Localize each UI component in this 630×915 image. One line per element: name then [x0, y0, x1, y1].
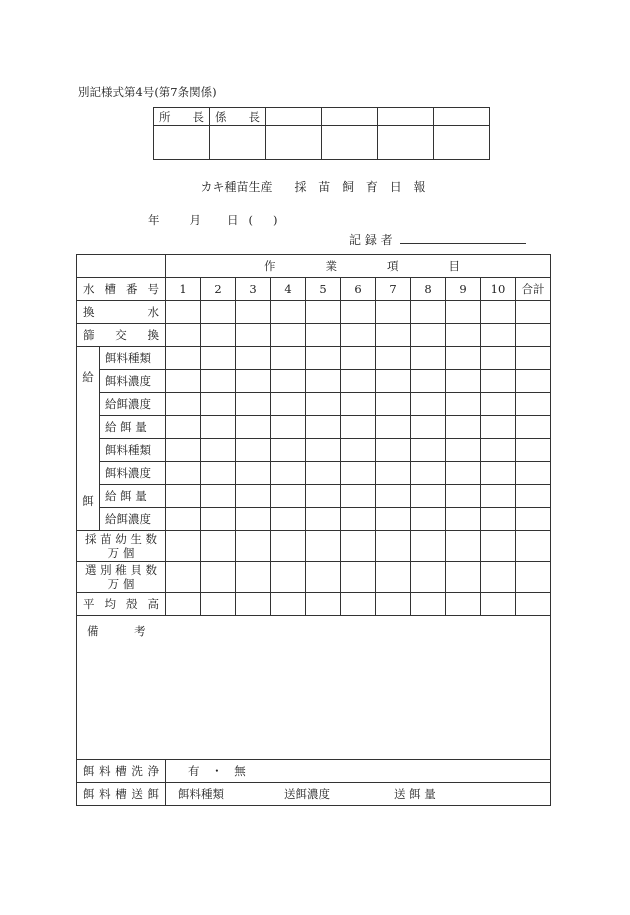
input-cell[interactable] [341, 393, 376, 416]
table-row-feed [77, 439, 551, 462]
input-cell[interactable] [516, 393, 551, 416]
row-label-tank-wash: 餌 料 槽 洗 浄 [77, 760, 166, 783]
input-cell[interactable] [236, 531, 271, 562]
table-row-avg-height [77, 593, 551, 616]
work-log-table [76, 254, 551, 806]
input-cell[interactable] [481, 347, 516, 370]
input-cell[interactable] [166, 439, 201, 462]
input-cell[interactable] [411, 508, 446, 531]
tank-number-row [77, 278, 551, 301]
input-cell[interactable] [446, 347, 481, 370]
input-cell[interactable] [516, 593, 551, 616]
input-cell[interactable] [236, 439, 271, 462]
table-row-sieve-change [77, 324, 551, 347]
header-blank-cell [77, 255, 166, 278]
input-cell[interactable] [201, 485, 236, 508]
feed-row-label: 給餌濃度 [100, 393, 166, 416]
input-cell[interactable] [306, 439, 341, 462]
input-cell[interactable] [516, 416, 551, 439]
input-cell[interactable] [341, 324, 376, 347]
date-field[interactable]: 年 月 日 ( ) [148, 213, 278, 227]
input-cell[interactable] [376, 531, 411, 562]
input-cell[interactable] [446, 439, 481, 462]
input-cell[interactable] [236, 393, 271, 416]
input-cell[interactable] [306, 393, 341, 416]
input-cell[interactable] [481, 562, 516, 593]
input-cell[interactable] [516, 531, 551, 562]
input-cell[interactable] [446, 508, 481, 531]
input-cell[interactable] [516, 439, 551, 462]
table-row-tank-wash [77, 760, 551, 783]
input-cell[interactable] [271, 508, 306, 531]
input-cell[interactable] [166, 531, 201, 562]
input-cell[interactable] [201, 416, 236, 439]
input-cell[interactable] [411, 301, 446, 324]
input-cell[interactable] [446, 393, 481, 416]
table-row-feed [77, 347, 551, 370]
form-number-label: 別記様式第4号(第7条関係) [78, 85, 217, 99]
input-cell[interactable] [446, 531, 481, 562]
row-label-tank-feed: 餌 料 槽 送 餌 [77, 783, 166, 806]
approval-stamp-cell[interactable] [322, 126, 378, 160]
input-cell[interactable] [201, 393, 236, 416]
input-cell[interactable] [201, 531, 236, 562]
input-cell[interactable] [376, 462, 411, 485]
input-cell[interactable] [376, 347, 411, 370]
input-cell[interactable] [341, 508, 376, 531]
tank-feed-amount-label: 送 餌 量 [394, 787, 436, 801]
table-row-selected-count [77, 562, 551, 593]
input-cell[interactable] [236, 324, 271, 347]
input-cell[interactable] [411, 370, 446, 393]
input-cell[interactable] [236, 370, 271, 393]
feed-row-label: 給餌濃度 [100, 508, 166, 531]
input-cell[interactable] [271, 301, 306, 324]
input-cell[interactable] [446, 485, 481, 508]
input-cell[interactable] [306, 593, 341, 616]
input-cell[interactable] [166, 562, 201, 593]
table-row-remarks [77, 616, 551, 760]
row-label-sieve-change: 篩 交 換 [77, 324, 166, 347]
input-cell[interactable] [341, 562, 376, 593]
approval-stamp-table [153, 107, 490, 160]
input-cell[interactable] [166, 416, 201, 439]
input-cell[interactable] [481, 416, 516, 439]
input-cell[interactable] [306, 301, 341, 324]
table-row-feed [77, 370, 551, 393]
input-cell[interactable] [411, 324, 446, 347]
input-cell[interactable] [341, 485, 376, 508]
input-cell[interactable] [341, 531, 376, 562]
input-cell[interactable] [201, 324, 236, 347]
row-label-selected-count: 選 別 稚 貝 数 万 個 [77, 562, 166, 593]
input-cell[interactable] [411, 416, 446, 439]
input-cell[interactable] [376, 393, 411, 416]
column-header: 1 [166, 278, 201, 301]
approval-head-section: 係 長 [210, 108, 266, 126]
feed-row-label: 餌料種類 [100, 347, 166, 370]
input-cell[interactable] [306, 416, 341, 439]
input-cell[interactable] [516, 324, 551, 347]
recorder-label: 記 録 者 [349, 233, 393, 247]
input-cell[interactable] [236, 462, 271, 485]
input-cell[interactable] [376, 485, 411, 508]
tank-wash-choice[interactable]: 有 ・ 無 [166, 760, 551, 783]
input-cell[interactable] [306, 485, 341, 508]
input-cell[interactable] [411, 562, 446, 593]
input-cell[interactable] [271, 562, 306, 593]
input-cell[interactable] [481, 485, 516, 508]
input-cell[interactable] [411, 593, 446, 616]
column-header: 4 [271, 278, 306, 301]
input-cell[interactable] [376, 508, 411, 531]
input-cell[interactable] [201, 301, 236, 324]
input-cell[interactable] [236, 485, 271, 508]
input-cell[interactable] [306, 370, 341, 393]
column-header: 3 [236, 278, 271, 301]
input-cell[interactable] [376, 593, 411, 616]
approval-head-blank [266, 108, 322, 126]
remarks-label: 備 考 [87, 624, 162, 638]
input-cell[interactable] [481, 531, 516, 562]
input-cell[interactable] [201, 508, 236, 531]
input-cell[interactable] [481, 439, 516, 462]
input-cell[interactable] [271, 439, 306, 462]
input-cell[interactable] [446, 416, 481, 439]
table-row-feed [77, 508, 551, 531]
table-row-seed-count [77, 531, 551, 562]
recorder-input-line[interactable] [400, 243, 526, 244]
input-cell[interactable] [341, 370, 376, 393]
input-cell[interactable] [446, 593, 481, 616]
approval-stamp-cell[interactable] [210, 126, 266, 160]
row-label-avg-height: 平 均 殻 高 [77, 593, 166, 616]
input-cell[interactable] [376, 416, 411, 439]
input-cell[interactable] [306, 324, 341, 347]
input-cell[interactable] [376, 370, 411, 393]
feed-row-label: 給 餌 量 [100, 485, 166, 508]
table-row-feed [77, 393, 551, 416]
input-cell[interactable] [341, 439, 376, 462]
input-cell[interactable] [166, 324, 201, 347]
input-cell[interactable] [411, 485, 446, 508]
approval-head-blank [378, 108, 434, 126]
tank-feed-concentration-label: 送餌濃度 [284, 787, 330, 801]
feed-row-label: 餌料種類 [100, 439, 166, 462]
input-cell[interactable] [341, 462, 376, 485]
table-row-feed [77, 462, 551, 485]
column-header: 10 [481, 278, 516, 301]
input-cell[interactable] [166, 301, 201, 324]
input-cell[interactable] [376, 439, 411, 462]
column-header: 7 [376, 278, 411, 301]
input-cell[interactable] [446, 370, 481, 393]
column-header-total: 合計 [516, 278, 551, 301]
approval-head-blank [322, 108, 378, 126]
input-cell[interactable] [446, 301, 481, 324]
input-cell[interactable] [341, 347, 376, 370]
input-cell[interactable] [166, 485, 201, 508]
input-cell[interactable] [411, 347, 446, 370]
table-row-feed [77, 416, 551, 439]
column-header: 5 [306, 278, 341, 301]
input-cell[interactable] [376, 301, 411, 324]
input-cell[interactable] [481, 370, 516, 393]
input-cell[interactable] [166, 370, 201, 393]
approval-stamp-cell[interactable] [434, 126, 490, 160]
input-cell[interactable] [271, 370, 306, 393]
remarks-area[interactable] [77, 616, 551, 760]
approval-head-blank [434, 108, 490, 126]
input-cell[interactable] [446, 562, 481, 593]
input-cell[interactable] [376, 562, 411, 593]
row-label-seed-count: 採 苗 幼 生 数 万 個 [77, 531, 166, 562]
input-cell[interactable] [411, 439, 446, 462]
input-cell[interactable] [411, 393, 446, 416]
input-cell[interactable] [166, 393, 201, 416]
input-cell[interactable] [201, 439, 236, 462]
input-cell[interactable] [166, 593, 201, 616]
input-cell[interactable] [306, 462, 341, 485]
approval-stamp-cell[interactable] [266, 126, 322, 160]
feed-group-label: 給 餌 [77, 347, 100, 531]
input-cell[interactable] [411, 531, 446, 562]
input-cell[interactable] [236, 593, 271, 616]
input-cell[interactable] [516, 462, 551, 485]
input-cell[interactable] [306, 347, 341, 370]
input-cell[interactable] [341, 593, 376, 616]
input-cell[interactable] [271, 416, 306, 439]
input-cell[interactable] [236, 301, 271, 324]
input-cell[interactable] [481, 462, 516, 485]
table-row-feed [77, 485, 551, 508]
column-header: 8 [411, 278, 446, 301]
input-cell[interactable] [236, 416, 271, 439]
input-cell[interactable] [516, 485, 551, 508]
input-cell[interactable] [166, 347, 201, 370]
tank-feed-type-label: 餌料種類 [178, 787, 224, 801]
feed-row-label: 給 餌 量 [100, 416, 166, 439]
input-cell[interactable] [201, 347, 236, 370]
input-cell[interactable] [516, 370, 551, 393]
column-header: 2 [201, 278, 236, 301]
input-cell[interactable] [376, 324, 411, 347]
input-cell[interactable] [481, 508, 516, 531]
table-row-water-change [77, 301, 551, 324]
input-cell[interactable] [516, 347, 551, 370]
column-header: 9 [446, 278, 481, 301]
input-cell[interactable] [481, 593, 516, 616]
input-cell[interactable] [166, 462, 201, 485]
input-cell[interactable] [411, 462, 446, 485]
input-cell[interactable] [271, 347, 306, 370]
input-cell[interactable] [446, 324, 481, 347]
tank-number-label: 水 槽 番 号 [77, 278, 166, 301]
table-row-tank-feed [77, 783, 551, 806]
input-cell[interactable] [201, 593, 236, 616]
input-cell[interactable] [306, 508, 341, 531]
input-cell[interactable] [306, 531, 341, 562]
input-cell[interactable] [481, 301, 516, 324]
row-label-water-change: 換 水 [77, 301, 166, 324]
input-cell[interactable] [516, 301, 551, 324]
input-cell[interactable] [341, 301, 376, 324]
input-cell[interactable] [341, 416, 376, 439]
form-title: カキ種苗生産 採 苗 飼 育 日 報 [200, 180, 430, 194]
input-cell[interactable] [271, 593, 306, 616]
input-cell[interactable] [271, 485, 306, 508]
input-cell[interactable] [271, 531, 306, 562]
input-cell[interactable] [236, 508, 271, 531]
input-cell[interactable] [201, 370, 236, 393]
tank-feed-fields[interactable] [166, 783, 551, 806]
column-header: 6 [341, 278, 376, 301]
approval-stamp-cell[interactable] [378, 126, 434, 160]
input-cell[interactable] [306, 562, 341, 593]
input-cell[interactable] [271, 462, 306, 485]
input-cell[interactable] [236, 562, 271, 593]
approval-stamp-cell[interactable] [154, 126, 210, 160]
input-cell[interactable] [446, 462, 481, 485]
input-cell[interactable] [166, 508, 201, 531]
input-cell[interactable] [481, 324, 516, 347]
input-cell[interactable] [201, 462, 236, 485]
work-items-header: 作 業 項 目 [166, 255, 551, 278]
feed-row-label: 餌料濃度 [100, 370, 166, 393]
input-cell[interactable] [236, 347, 271, 370]
input-cell[interactable] [516, 562, 551, 593]
input-cell[interactable] [271, 393, 306, 416]
input-cell[interactable] [271, 324, 306, 347]
approval-head-chief: 所 長 [154, 108, 210, 126]
feed-row-label: 餌料濃度 [100, 462, 166, 485]
input-cell[interactable] [516, 508, 551, 531]
input-cell[interactable] [201, 562, 236, 593]
input-cell[interactable] [481, 393, 516, 416]
